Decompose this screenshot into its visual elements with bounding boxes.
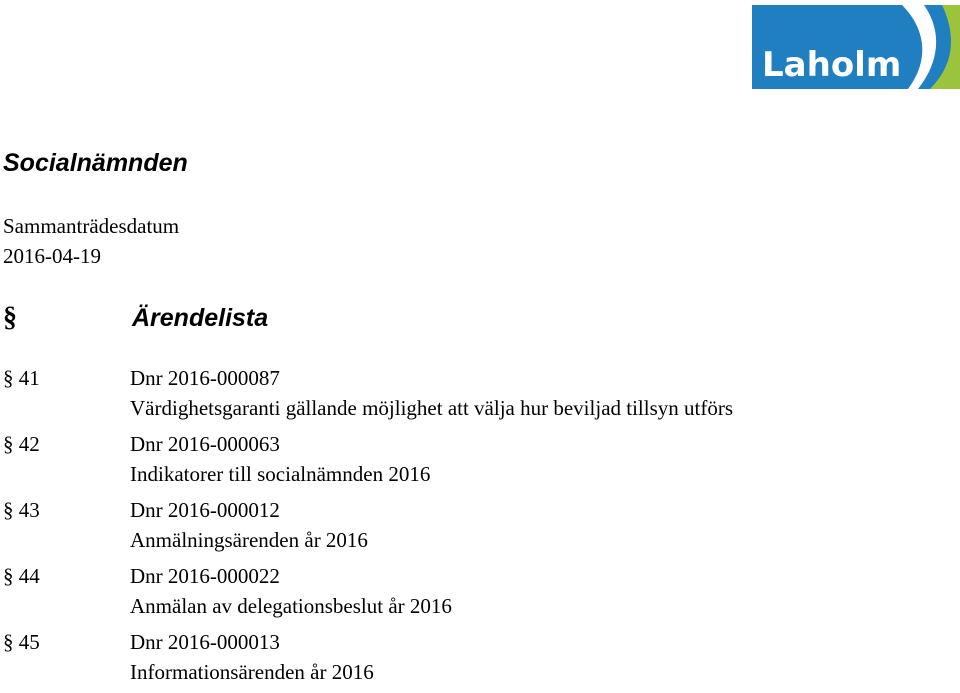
agenda-item-dnr: Dnr 2016-000063 (130, 432, 280, 456)
agenda-item-section: § 44 (3, 564, 40, 588)
agenda-item-dnr: Dnr 2016-000022 (130, 564, 280, 588)
agenda-item-title: Informationsärenden år 2016 (130, 660, 374, 684)
agenda-item (0, 429, 960, 495)
agenda-item-section: § 43 (3, 498, 40, 522)
agenda-item-section: § 41 (3, 366, 40, 390)
agenda-items (0, 363, 960, 693)
laholm-logo (752, 5, 960, 89)
meeting-date-block (3, 211, 179, 271)
org-name: Socialnämnden (3, 149, 188, 177)
agenda-item-section: § 45 (3, 630, 40, 654)
agenda-title: Ärendelista (132, 304, 269, 332)
paragraph-symbol: § (3, 302, 17, 333)
meeting-date-label: Sammanträdesdatum (3, 214, 180, 238)
agenda-item (0, 495, 960, 561)
agenda-item (0, 627, 960, 693)
agenda-item-dnr: Dnr 2016-000013 (130, 630, 280, 654)
agenda-item-dnr: Dnr 2016-000012 (130, 498, 280, 522)
agenda-item-title: Indikatorer till socialnämnden 2016 (130, 462, 431, 486)
agenda-item (0, 363, 960, 429)
agenda-item (0, 561, 960, 627)
agenda-item-title: Anmälan av delegationsbeslut år 2016 (130, 594, 452, 618)
logo-text: Laholm (762, 45, 902, 85)
meeting-date-value: 2016-04-19 (3, 244, 101, 268)
agenda-item-title: Anmälningsärenden år 2016 (130, 528, 368, 552)
agenda-header (0, 300, 600, 336)
agenda-item-title: Värdighetsgaranti gällande möjlighet att välja hur beviljad tillsyn utförs (130, 396, 734, 420)
agenda-item-dnr: Dnr 2016-000087 (130, 366, 280, 390)
agenda-item-section: § 42 (3, 432, 40, 456)
